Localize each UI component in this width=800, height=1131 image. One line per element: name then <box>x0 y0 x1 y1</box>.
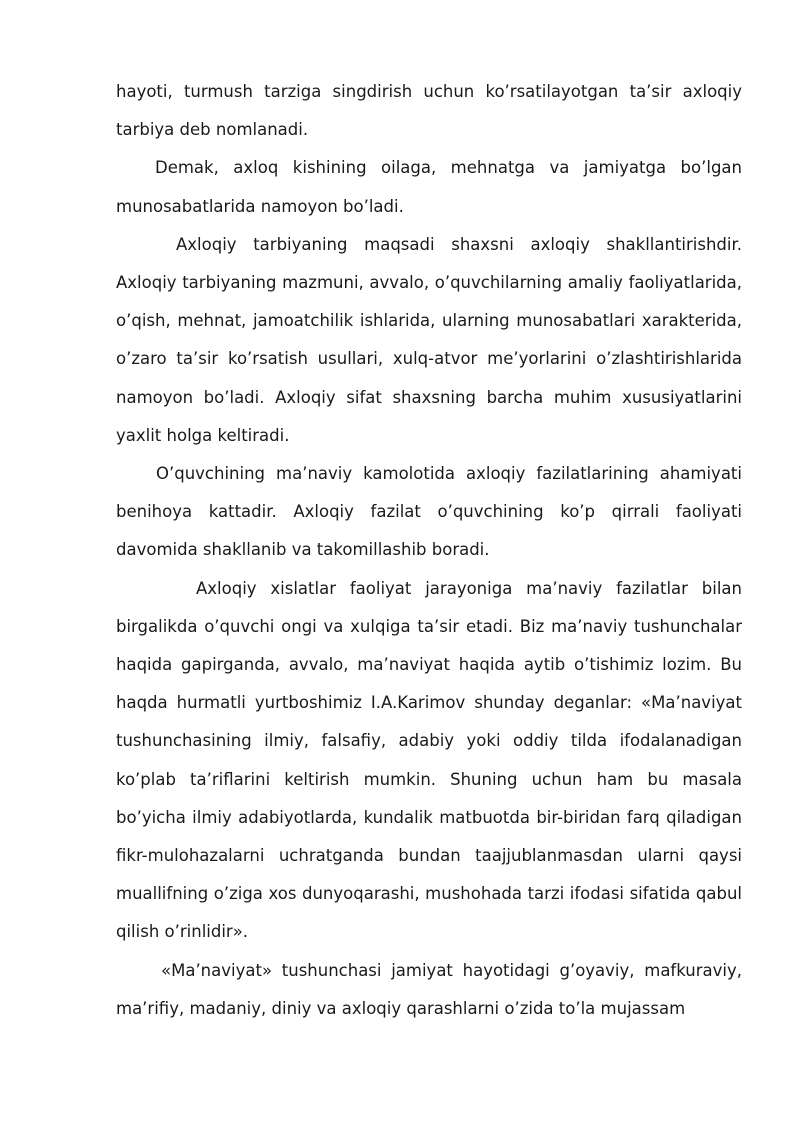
paragraph: O’quvchining ma’naviy kamolotida axloqiy fazilatlarining ahamiyati benihoya kattadir. Axloqiy fazilat o’quvchining ko’p qirrali faoliyati davomida shakllanib va takomillashib boradi. <box>116 464 742 560</box>
paragraph: «Ma’naviyat» tushunchasi jamiyat hayotidagi g’oyaviy, mafkuraviy, ma’rifiy, madaniy, diniy va axloqiy qarashlarni o’zida to’la mujassam <box>116 960 742 1018</box>
paragraph: Axloqiy xislatlar faoliyat jarayoniga ma’naviy fazilatlar bilan birgalikda o’quvchi ongi va xulqiga ta’sir etadi. Biz ma’naviy tushunchalar haqida gapirganda, avvalo, ma’naviyat haqida aytib o’tishimiz lozim. Bu haqda hurmatli yurtboshimiz I.A.Karimov shunday deganlar: «Ma’naviyat tushunchasining ilmiy, falsafiy, adabiy yoki oddiy tilda ifodalanadigan ko’plab ta’riflarini keltirish mumkin. Shuning uchun ham bu masala bo’yicha ilmiy adabiyotlarda, kundalik matbuotda bir-biridan farq qiladigan fikr-mulohazalarni uchratganda bundan taajjublanmasdan ularni qaysi muallifning o’ziga xos dunyoqarashi, mushohada tarzi ifodasi sifatida qabul qilish o’rinlidir». <box>116 578 742 942</box>
document-body <box>116 73 742 1028</box>
paragraph: Demak, axloq kishining oilaga, mehnatga va jamiyatga bo’lgan munosabatlarida namoyon bo’ladi. <box>116 158 742 216</box>
paragraph: hayoti, turmush tarziga singdirish uchun ko’rsatilayotgan ta’sir axloqiy tarbiya deb nomlanadi. <box>116 82 742 140</box>
paragraph: Axloqiy tarbiyaning maqsadi shaxsni axloqiy shakllantirishdir. Axloqiy tarbiyaning mazmuni, avvalo, o’quvchilarning amaliy faoliyatlarida, o’qish, mehnat, jamoatchilik ishlarida, ularning munosabatlari xarakterida, o’zaro ta’sir ko’rsatish usullari, xulq-atvor me’yorlarini o’zlashtirishlarida namoyon bo’ladi. Axloqiy sifat shaxsning barcha muhim xususiyatlarini yaxlit holga keltiradi. <box>116 234 742 445</box>
